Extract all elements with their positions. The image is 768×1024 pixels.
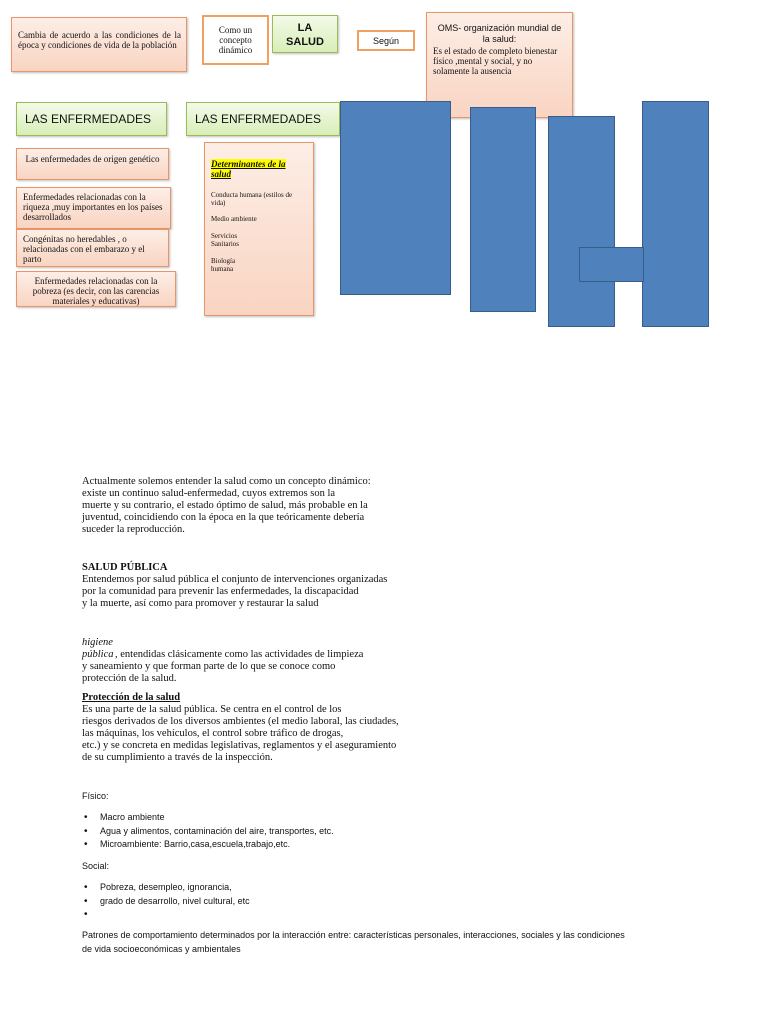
box-segun-text: Según xyxy=(372,36,400,46)
box-oms-body: Es el estado de completo bienestar físico ,mental y social, y no solamente la ausencia xyxy=(433,46,558,76)
social-list xyxy=(82,881,462,922)
salud-publica-section xyxy=(82,562,442,610)
blue-shape-5 xyxy=(579,247,644,282)
header-enfermedades-1 xyxy=(16,102,167,136)
fisico-list xyxy=(82,811,462,852)
enfermedad-box-2 xyxy=(16,187,171,229)
box-cambia-text: Cambia de acuerdo a las condiciones de la época y condiciones de vida de la población xyxy=(18,30,181,50)
blue-shape-2 xyxy=(470,107,536,312)
intro-paragraph: Actualmente solemos entender la salud como un concepto dinámico: existe un continuo salud-enfermedad, cuyos extremos son la muerte y su contrario, el estado óptimo de salud, más probable en la juventud, coincidiendo con la época en la que teóricamente debería suceder la reproducción. xyxy=(82,476,371,535)
box-segun xyxy=(357,30,415,51)
list-item: • Agua y alimentos, contaminación del aire, transportes, etc. xyxy=(82,825,462,839)
enfermedad-text-1: Las enfermedades de origen genético xyxy=(25,154,160,164)
patrones-paragraph: Patrones de comportamiento determinados por la interacción entre: características personales, interacciones, sociales y las condiciones de vida socioeconómicas y ambientales xyxy=(82,930,625,954)
header-enfermedades-2-text: LAS ENFERMEDADES xyxy=(195,112,322,126)
fisico-title: Físico: xyxy=(82,791,109,801)
list-item: • Macro ambiente xyxy=(82,811,462,825)
determinantes-title xyxy=(211,159,307,179)
salud-publica-body: Entendemos por salud pública el conjunto de intervenciones organizadas por la comunidad para prevenir las enfermedades, la discapacidad y la muerte, así como para promover y restaurar la salud xyxy=(82,574,388,609)
determinante-1: Conducta humana (estilos de vida) xyxy=(211,191,293,207)
determinante-4: Biología humana xyxy=(211,257,236,273)
social-title: Social: xyxy=(82,861,110,871)
box-la-salud-text: LA SALUD xyxy=(286,22,324,48)
determinante-2: Medio ambiente xyxy=(211,215,257,223)
header-enfermedades-2 xyxy=(186,102,340,136)
list-item: • grado de desarrollo, nivel cultural, etc xyxy=(82,895,462,909)
header-enfermedades-1-text: LAS ENFERMEDADES xyxy=(25,112,152,126)
enfermedad-text-4: Enfermedades relacionadas con la pobreza (es decir, con las carencias materiales y educativas) xyxy=(32,276,160,306)
higiene-body: , entendidas clásicamente como las actividades de limpieza y saneamiento y que forman parte de lo que se conoce como protección de la salud. xyxy=(82,649,364,684)
enfermedad-text-3: Congénitas no heredables , o relacionadas con el embarazo y el parto xyxy=(23,234,145,264)
salud-publica-title: SALUD PÚBLICA xyxy=(82,562,168,573)
box-concepto xyxy=(202,15,269,65)
list-item xyxy=(82,908,462,922)
blue-shape-3 xyxy=(548,116,615,327)
enfermedad-box-3 xyxy=(16,229,169,267)
enfermedad-text-2: Enfermedades relacionadas con la riqueza ,muy importantes en los países desarrollados xyxy=(23,192,163,222)
list-item: • Microambiente: Barrio,casa,escuela,trabajo,etc. xyxy=(82,838,462,852)
proteccion-title: Protección de la salud xyxy=(82,692,181,703)
proteccion-section xyxy=(82,692,442,764)
proteccion-body: Es una parte de la salud pública. Se centra en el control de los riesgos derivados de los diversos ambientes (el medio laboral, las ciudades, las máquinas, los vehículos, el control sobre tráfico de drogas, etc.) y se concreta en medidas legislativas, reglamentos y el aseguramiento de su cumplimiento a través de la inspección. xyxy=(82,704,399,763)
higiene-section xyxy=(82,637,442,684)
list-item: • Pobreza, desempleo, ignorancia, xyxy=(82,881,462,895)
blue-shape-1 xyxy=(340,101,451,295)
box-la-salud xyxy=(272,15,338,53)
enfermedad-box-1 xyxy=(16,148,169,180)
higiene-title: higiene pública xyxy=(82,637,114,660)
determinantes-title-text: Determinantes de la salud xyxy=(211,159,286,179)
box-determinantes xyxy=(204,142,314,316)
enfermedad-box-4 xyxy=(16,271,176,307)
blue-shape-4 xyxy=(642,101,709,327)
box-cambia xyxy=(11,17,187,72)
determinante-3: Servicios Sanitarios xyxy=(211,232,239,248)
box-oms-title: OMS- organización mundial de la salud: xyxy=(437,23,562,44)
box-concepto-text: Como un concepto dinámico xyxy=(218,25,253,55)
